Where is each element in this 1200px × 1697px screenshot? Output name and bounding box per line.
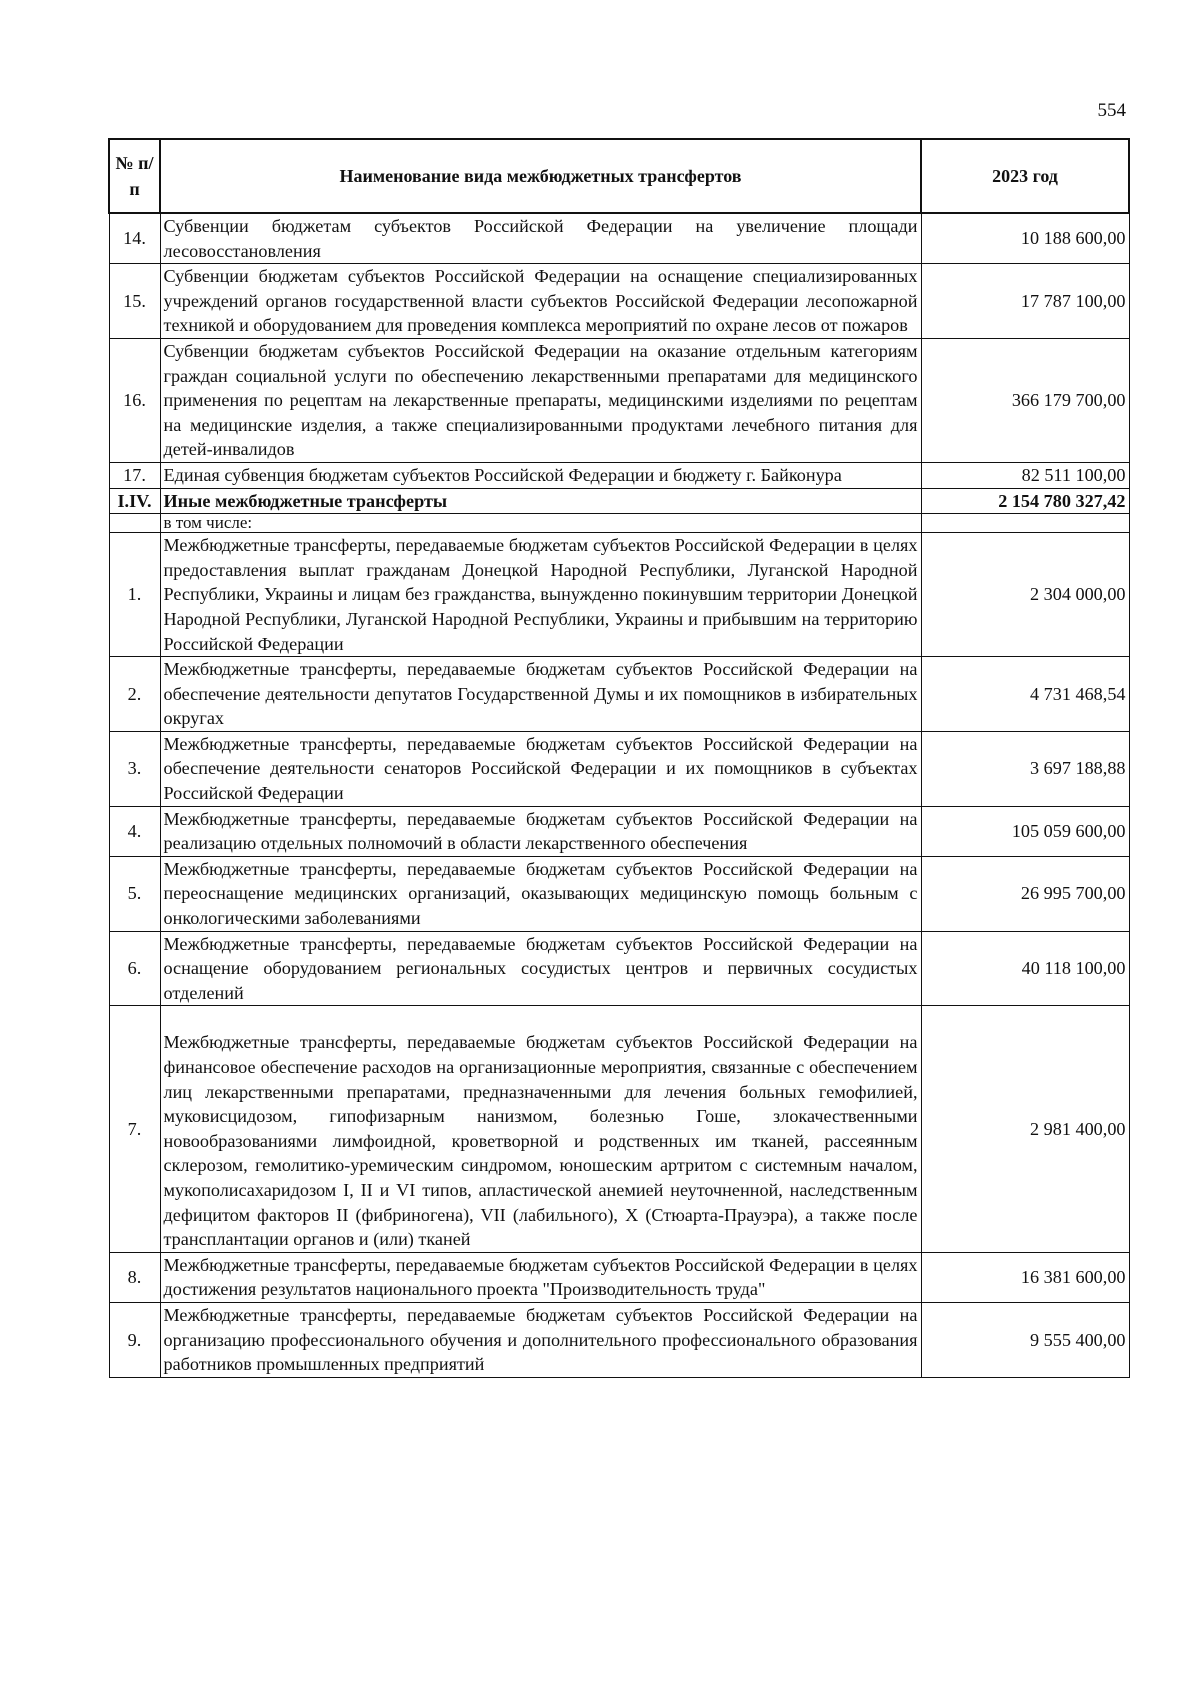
row-name: Межбюджетные трансферты, передаваемые бюджетам субъектов Российской Федерации на финансовое обеспечение расходов на организационные мероприятия, связанные с обеспечением лиц лекарственными препаратами, предназначенными для лечения больных гемофилией, муковисцидозом, гипофизарным нанизмом, болезнью Гоше, злокачественными новообразованиями лимфоидной, кроветворной и родственных им тканей, рассеянным склерозом, гемолитико-уремическим синдромом, юношеским артритом с системным началом, мукополисахаридозом I, II и VI типов, апластической анемией неуточненной, наследственным дефицитом факторов II (фибриногена), VII (лабильного), X (Стюарта-Прауэра), а также после трансплантации органов и (или) тканей [160,1006,921,1252]
row-number: 1. [109,533,160,657]
table-row [109,462,1129,488]
subheading-row [109,514,1129,533]
row-number: 4. [109,806,160,856]
table-row [109,1006,1129,1252]
row-amount: 4 731 468,54 [921,657,1129,732]
row-name: Межбюджетные трансферты, передаваемые бюджетам субъектов Российской Федерации на переоснащение медицинских организаций, оказывающих медицинскую помощь больным с онкологическими заболеваниями [160,856,921,931]
row-name: Субвенции бюджетам субъектов Российской Федерации на оснащение специализированных учреждений органов государственной власти субъектов Российской Федерации лесопожарной техникой и оборудованием для проведения комплекса мероприятий по охране лесов от пожаров [160,264,921,339]
header-name: Наименование вида межбюджетных трансфертов [160,139,921,213]
row-name: Межбюджетные трансферты, передаваемые бюджетам субъектов Российской Федерации на оснащение оборудованием региональных сосудистых центров и первичных сосудистых отделений [160,931,921,1006]
row-name: Субвенции бюджетам субъектов Российской Федерации на увеличение площади лесовосстановления [160,213,921,264]
section-amount: 2 154 780 327,42 [921,488,1129,514]
table-row [109,213,1129,264]
row-amount: 16 381 600,00 [921,1252,1129,1302]
row-number: 7. [109,1006,160,1252]
section-number: I.IV. [109,488,160,514]
subheading-amount [921,514,1129,533]
row-name: Межбюджетные трансферты, передаваемые бюджетам субъектов Российской Федерации на организацию профессионального обучения и дополнительного профессионального образования работников промышленных предприятий [160,1302,921,1377]
row-amount: 17 787 100,00 [921,264,1129,339]
table-row [109,856,1129,931]
row-number: 8. [109,1252,160,1302]
row-amount: 82 511 100,00 [921,462,1129,488]
subheading-number [109,514,160,533]
table-row [109,533,1129,657]
row-amount: 26 995 700,00 [921,856,1129,931]
row-amount: 2 981 400,00 [921,1006,1129,1252]
table-row [109,264,1129,339]
transfers-table [108,138,1130,1378]
section-row [109,488,1129,514]
subheading-text: в том числе: [160,514,921,533]
row-number: 16. [109,338,160,462]
table-row [109,931,1129,1006]
row-amount: 2 304 000,00 [921,533,1129,657]
row-name: Межбюджетные трансферты, передаваемые бюджетам субъектов Российской Федерации на обеспечение деятельности депутатов Государственной Думы и их помощников в избирательных округах [160,657,921,732]
header-number: № п/п [109,139,160,213]
page-number: 554 [1097,100,1126,121]
row-name: Межбюджетные трансферты, передаваемые бюджетам субъектов Российской Федерации в целях достижения результатов национального проекта "Производительность труда" [160,1252,921,1302]
table-row [109,657,1129,732]
table-row [109,731,1129,806]
row-amount: 366 179 700,00 [921,338,1129,462]
row-number: 3. [109,731,160,806]
row-number: 6. [109,931,160,1006]
row-amount: 10 188 600,00 [921,213,1129,264]
row-number: 2. [109,657,160,732]
table-row [109,806,1129,856]
row-amount: 9 555 400,00 [921,1302,1129,1377]
row-name: Межбюджетные трансферты, передаваемые бюджетам субъектов Российской Федерации на обеспечение деятельности сенаторов Российской Федерации и их помощников в субъектах Российской Федерации [160,731,921,806]
table-header-row [109,139,1129,213]
row-amount: 40 118 100,00 [921,931,1129,1006]
row-name: Межбюджетные трансферты, передаваемые бюджетам субъектов Российской Федерации в целях предоставления выплат гражданам Донецкой Народной Республики, Луганской Народной Республики, Украины и лицам без гражданства, вынужденно покинувшим территории Донецкой Народной Республики, Луганской Народной Республики, Украины и прибывшим на территорию Российской Федерации [160,533,921,657]
row-name: Субвенции бюджетам субъектов Российской Федерации на оказание отдельным категориям граждан социальной услуги по обеспечению лекарственными препаратами для медицинского применения по рецептам на лекарственные препараты, медицинскими изделиями по рецептам на медицинские изделия, а также специализированными продуктами лечебного питания для детей-инвалидов [160,338,921,462]
row-amount: 3 697 188,88 [921,731,1129,806]
row-number: 17. [109,462,160,488]
table-row [109,1252,1129,1302]
table-row [109,1302,1129,1377]
row-number: 14. [109,213,160,264]
row-number: 15. [109,264,160,339]
table-row [109,338,1129,462]
row-number: 5. [109,856,160,931]
row-name: Единая субвенция бюджетам субъектов Российской Федерации и бюджету г. Байконура [160,462,921,488]
row-name: Межбюджетные трансферты, передаваемые бюджетам субъектов Российской Федерации на реализацию отдельных полномочий в области лекарственного обеспечения [160,806,921,856]
row-amount: 105 059 600,00 [921,806,1129,856]
header-year: 2023 год [921,139,1129,213]
row-number: 9. [109,1302,160,1377]
section-name: Иные межбюджетные трансферты [160,488,921,514]
